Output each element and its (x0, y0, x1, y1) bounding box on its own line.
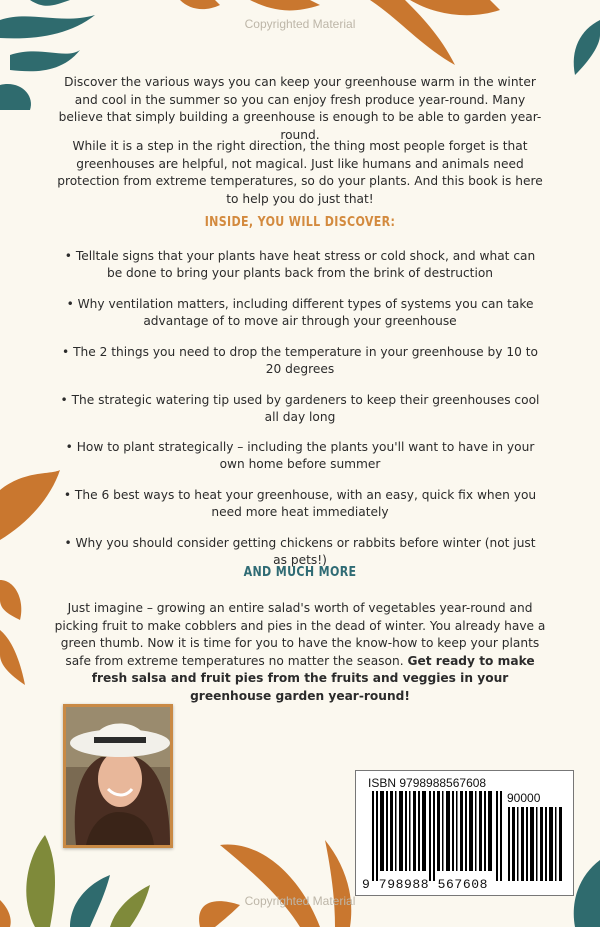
bullet-item: • How to plant strategically – including the plants you'll want to have in your own home before summer (65, 440, 535, 471)
isbn-barcode (355, 770, 574, 896)
intro-paragraph-2: While it is a step in the right direction, the thing most people forget is that greenhouses are helpful, not magical. Just like humans and animals need protection from extreme temperatures, so do your plants. And this book is here to help you do just that! (57, 139, 543, 206)
ean-barcode-bars (372, 791, 502, 881)
section-heading-more: AND MUCH MORE (243, 565, 357, 580)
barcode-digits: 9 798988 567608 (362, 877, 489, 892)
bullet-item: • Why ventilation matters, including different types of systems you can take advantage of to move air through your greenhouse (66, 297, 534, 328)
section-heading-discover: INSIDE, YOU WILL DISCOVER: (204, 215, 396, 230)
leaf-top-center-icon (170, 0, 500, 70)
isbn-label: ISBN 9798988567608 (368, 776, 487, 790)
closing-paragraph (52, 600, 548, 705)
addon-barcode-bars (508, 807, 563, 881)
author-photo (63, 704, 173, 848)
closing-text: Just imagine – growing an entire salad's worth of vegetables year-round and picking fruit to make cobblers and pies in the dead of winter. You already have a green thumb. Now it is time for you to have the know-how to keep your plants safe from extreme temperatures no matter the season. (54, 601, 546, 668)
bullet-item: • Telltale signs that your plants have heat stress or cold shock, and what can be done to bring your plants back from the brink of destruction (64, 249, 536, 280)
barcode-addon-number: 90000 (507, 791, 541, 805)
bullet-item: • The 6 best ways to heat your greenhouse, with an easy, quick fix when you need more heat immediately (63, 488, 537, 519)
watermark-bottom: Copyrighted Material (244, 894, 356, 908)
author-portrait-image (66, 707, 170, 845)
bullet-item: • Why you should consider getting chickens or rabbits before winter (not just as pets!) (64, 536, 536, 567)
intro-paragraph-1: Discover the various ways you can keep your greenhouse warm in the winter and cool in the summer so you can enjoy fresh produce year-round. Many believe that simply building a greenhouse is enough to be able to garden year-round. (58, 75, 542, 142)
watermark-top: Copyrighted Material (244, 17, 356, 31)
closing-bold-text: Get ready to make fresh salsa and fruit pies from the fruits and veggies in your greenhouse garden year-round! (91, 653, 535, 703)
leaf-bottom-center-icon (190, 835, 370, 927)
bullet-item: • The 2 things you need to drop the temperature in your greenhouse by 10 to 20 degrees (62, 345, 538, 376)
bullet-item: • The strategic watering tip used by gardeners to keep their greenhouses cool all day long (60, 393, 540, 424)
